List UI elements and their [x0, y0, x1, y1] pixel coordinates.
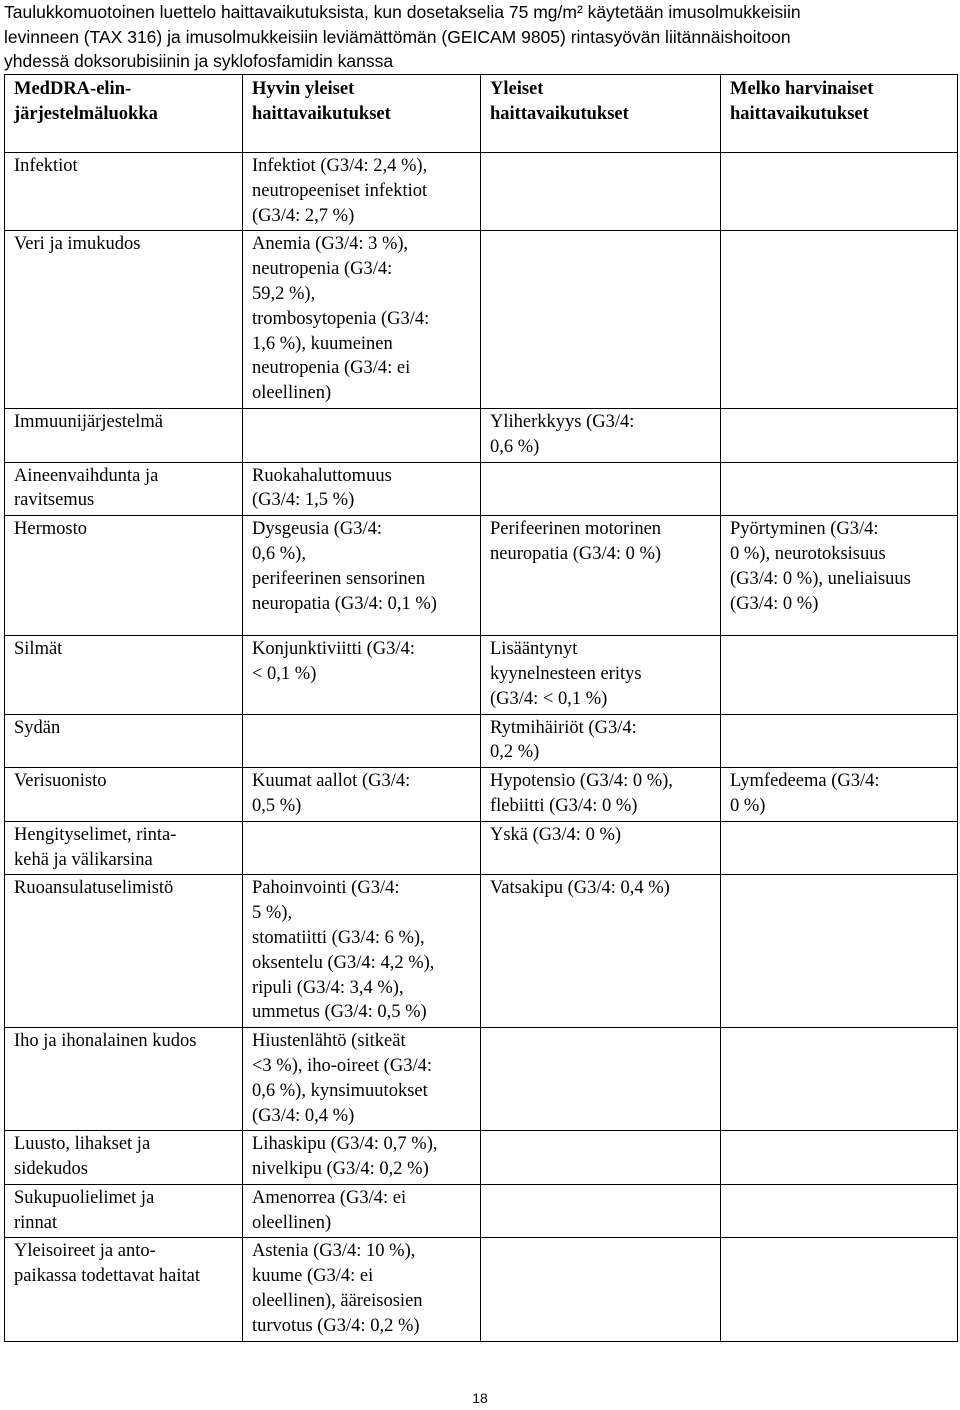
organ-class-cell: Verisuonisto — [5, 768, 243, 822]
page-number: 18 — [472, 1390, 488, 1406]
very-common-cell — [243, 408, 481, 462]
uncommon-cell — [721, 1238, 958, 1341]
header-organ-class: MedDRA-elin- järjestelmäluokka — [5, 75, 243, 153]
table-row — [5, 153, 958, 231]
very-common-cell: Konjunktiviitti (G3/4: < 0,1 %) — [243, 636, 481, 714]
table-row — [5, 821, 958, 875]
organ-class-cell: Silmät — [5, 636, 243, 714]
table-caption: Taulukkomuotoinen luettelo haittavaikutuksista, kun dosetakselia 75 mg/m² käytetään imusolmukkeisiin levinneen (TAX 316) ja imusolmukkeisiin leviämättömän (GEICAM 9805) rintasyövän liitännäishoitoon yhdessä doksorubisiinin ja syklofosfamidin kanssa — [4, 2, 801, 71]
common-cell — [481, 1131, 721, 1185]
header-very-common: Hyvin yleiset haittavaikutukset — [243, 75, 481, 153]
very-common-cell: Ruokahaluttomuus (G3/4: 1,5 %) — [243, 462, 481, 516]
uncommon-cell — [721, 636, 958, 714]
common-cell: Yskä (G3/4: 0 %) — [481, 821, 721, 875]
common-cell: Lisääntynyt kyynelnesteen eritys (G3/4: < 0,1 %) — [481, 636, 721, 714]
uncommon-cell — [721, 153, 958, 231]
table-row — [5, 516, 958, 636]
organ-class-cell: Aineenvaihdunta ja ravitsemus — [5, 462, 243, 516]
organ-class-cell: Yleisoireet ja anto- paikassa todettavat haitat — [5, 1238, 243, 1341]
common-cell — [481, 1238, 721, 1341]
organ-class-cell: Sydän — [5, 714, 243, 768]
organ-class-cell: Ruoansulatuselimistö — [5, 875, 243, 1028]
table-row — [5, 462, 958, 516]
very-common-cell — [243, 714, 481, 768]
common-cell: Vatsakipu (G3/4: 0,4 %) — [481, 875, 721, 1028]
uncommon-cell — [721, 821, 958, 875]
organ-class-cell: Hengityselimet, rinta- kehä ja välikarsina — [5, 821, 243, 875]
uncommon-cell — [721, 462, 958, 516]
table-row — [5, 231, 958, 409]
very-common-cell: Amenorrea (G3/4: ei oleellinen) — [243, 1184, 481, 1238]
very-common-cell: Dysgeusia (G3/4: 0,6 %), perifeerinen sensorinen neuropatia (G3/4: 0,1 %) — [243, 516, 481, 636]
uncommon-cell — [721, 1028, 958, 1131]
organ-class-cell: Sukupuolielimet ja rinnat — [5, 1184, 243, 1238]
common-cell — [481, 462, 721, 516]
very-common-cell: Astenia (G3/4: 10 %), kuume (G3/4: ei oleellinen), ääreisosien turvotus (G3/4: 0,2 %) — [243, 1238, 481, 1341]
common-cell: Hypotensio (G3/4: 0 %), flebiitti (G3/4: 0 %) — [481, 768, 721, 822]
uncommon-cell — [721, 231, 958, 409]
organ-class-cell: Veri ja imukudos — [5, 231, 243, 409]
uncommon-cell — [721, 408, 958, 462]
table-row — [5, 1238, 958, 1341]
table-header-row — [5, 75, 958, 153]
organ-class-cell: Immuunijärjestelmä — [5, 408, 243, 462]
very-common-cell — [243, 821, 481, 875]
common-cell — [481, 231, 721, 409]
uncommon-cell — [721, 1131, 958, 1185]
very-common-cell: Kuumat aallot (G3/4: 0,5 %) — [243, 768, 481, 822]
uncommon-cell — [721, 714, 958, 768]
adverse-reactions-table — [4, 74, 958, 1342]
table-row — [5, 408, 958, 462]
uncommon-cell: Lymfedeema (G3/4: 0 %) — [721, 768, 958, 822]
uncommon-cell — [721, 1184, 958, 1238]
table-row — [5, 768, 958, 822]
common-cell: Rytmihäiriöt (G3/4: 0,2 %) — [481, 714, 721, 768]
table-row — [5, 875, 958, 1028]
common-cell — [481, 1184, 721, 1238]
organ-class-cell: Hermosto — [5, 516, 243, 636]
common-cell — [481, 153, 721, 231]
organ-class-cell: Iho ja ihonalainen kudos — [5, 1028, 243, 1131]
table-row — [5, 714, 958, 768]
uncommon-cell: Pyörtyminen (G3/4: 0 %), neurotoksisuus (G3/4: 0 %), uneliaisuus (G3/4: 0 %) — [721, 516, 958, 636]
uncommon-cell — [721, 875, 958, 1028]
table-row — [5, 1131, 958, 1185]
very-common-cell: Anemia (G3/4: 3 %), neutropenia (G3/4: 59,2 %), trombosytopenia (G3/4: 1,6 %), kuumeinen neutropenia (G3/4: ei oleellinen) — [243, 231, 481, 409]
header-common: Yleiset haittavaikutukset — [481, 75, 721, 153]
table-row — [5, 1028, 958, 1131]
common-cell: Perifeerinen motorinen neuropatia (G3/4: 0 %) — [481, 516, 721, 636]
common-cell — [481, 1028, 721, 1131]
very-common-cell: Hiustenlähtö (sitkeät <3 %), iho-oireet (G3/4: 0,6 %), kynsimuutokset (G3/4: 0,4 %) — [243, 1028, 481, 1131]
organ-class-cell: Luusto, lihakset ja sidekudos — [5, 1131, 243, 1185]
common-cell: Yliherkkyys (G3/4: 0,6 %) — [481, 408, 721, 462]
very-common-cell: Infektiot (G3/4: 2,4 %), neutropeeniset infektiot (G3/4: 2,7 %) — [243, 153, 481, 231]
table-row — [5, 636, 958, 714]
organ-class-cell: Infektiot — [5, 153, 243, 231]
very-common-cell: Lihaskipu (G3/4: 0,7 %), nivelkipu (G3/4: 0,2 %) — [243, 1131, 481, 1185]
table-row — [5, 1184, 958, 1238]
very-common-cell: Pahoinvointi (G3/4: 5 %), stomatiitti (G3/4: 6 %), oksentelu (G3/4: 4,2 %), ripuli (G3/4: 3,4 %), ummetus (G3/4: 0,5 %) — [243, 875, 481, 1028]
header-uncommon: Melko harvinaiset haittavaikutukset — [721, 75, 958, 153]
